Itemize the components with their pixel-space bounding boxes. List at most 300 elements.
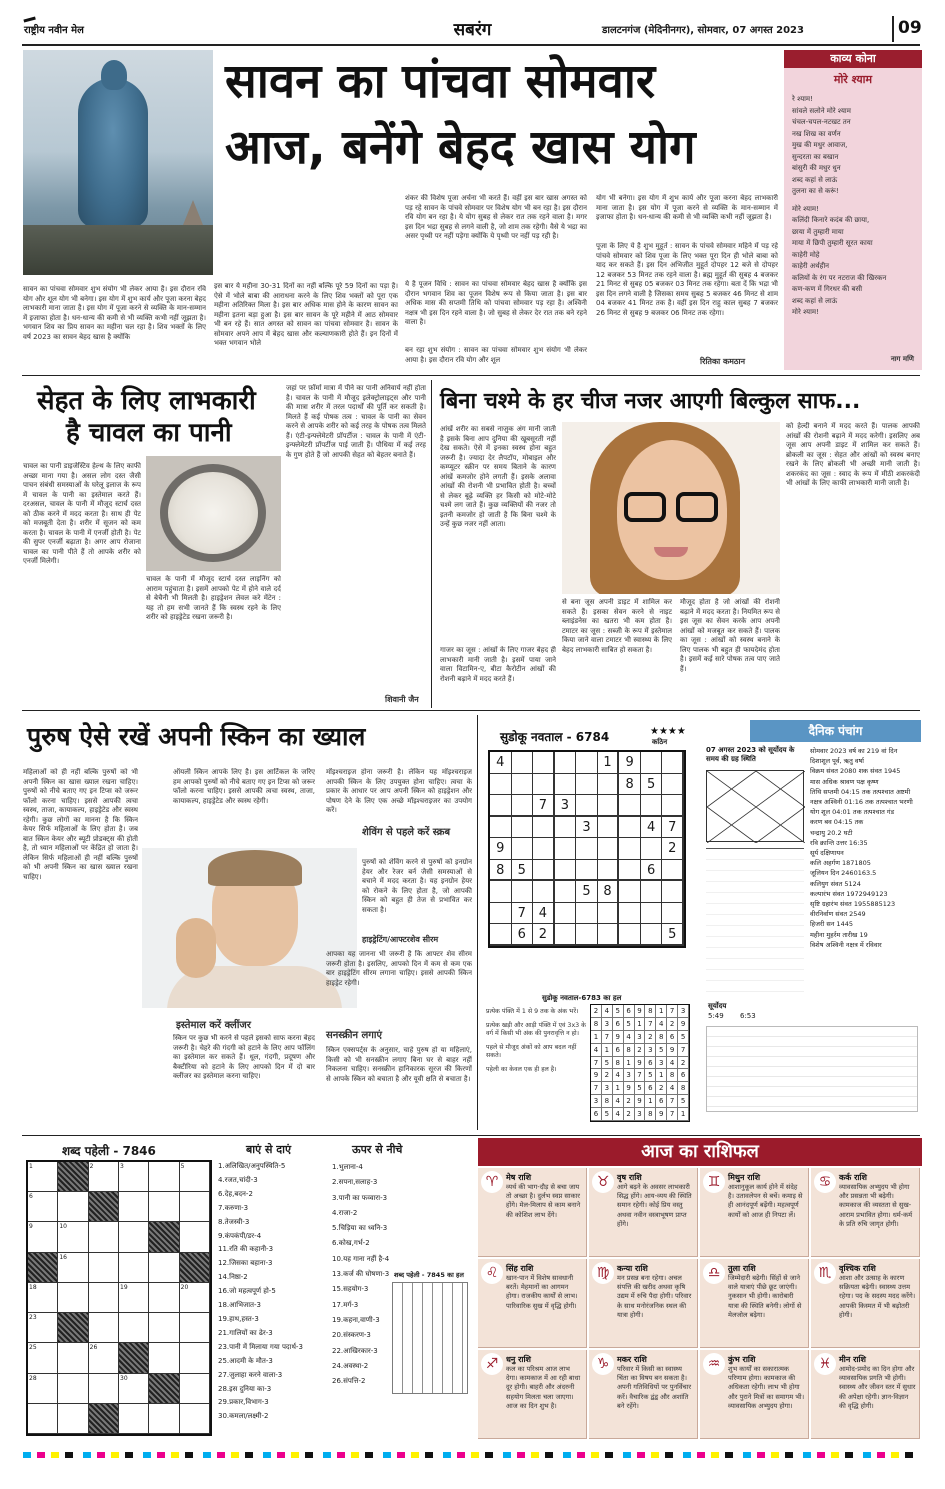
lead-byline: रितिका कमठान bbox=[700, 357, 746, 366]
crossword-cell[interactable] bbox=[119, 1192, 149, 1222]
man-hair bbox=[208, 850, 302, 886]
down-title: ऊपर से नीचे bbox=[352, 1143, 403, 1156]
sudoku-answer-cell: 1 bbox=[624, 1057, 635, 1070]
sudoku-cell[interactable] bbox=[641, 838, 663, 860]
poem-line: बांसुरी की मधुर धुन bbox=[792, 164, 841, 172]
sudoku-cell[interactable]: 6 bbox=[512, 924, 534, 946]
sudoku-cell[interactable]: 7 bbox=[533, 795, 555, 817]
sudoku-answer-cell: 8 bbox=[624, 1044, 635, 1057]
panchang-line: मास अधिक श्रावण पक्ष कृष्ण bbox=[810, 777, 879, 786]
rashi-name: मेष राशि bbox=[506, 1173, 532, 1182]
sudoku-answer-cell: 1 bbox=[613, 1082, 624, 1095]
rashi-text: आमोद-प्रमोद का दिन होगा और व्यावसायिक प्रगति भी होगी। स्वास्थ्य और जीवन स्तर में सुधार की अपेक्षा रहेगी। ज्ञान-विज्ञान की वृद्धि होगी। bbox=[839, 1365, 916, 1410]
zodiac-icon: ♍ bbox=[592, 1262, 614, 1284]
sudoku-cell[interactable] bbox=[490, 774, 512, 796]
sudoku-answer-grid bbox=[590, 1004, 690, 1122]
sudoku-cell[interactable]: 8 bbox=[598, 881, 620, 903]
poem-box bbox=[784, 50, 922, 370]
sudoku-answer-cell: 9 bbox=[591, 1069, 602, 1082]
sudoku-cell[interactable] bbox=[662, 881, 684, 903]
sudoku-answer-cell: 7 bbox=[591, 1082, 602, 1095]
skin-col-1: महिलाओं को ही नहीं बल्कि पुरुषों को भी अपनी स्किन का खास ख्याल रखना चाहिए। पुरुषों को नीचे बताए गए इन टिप्स को जरूर फॉलो करना चाहिए। इससे आपकी त्वचा स्वस्थ, ताजा, कायाकल्प, हाइड्रेटेड और स्वस्थ रहेगी। कुछ लोगों का मानना है कि स्किन केयर सिर्फ महिलाओं के लिए होता है। जब बात स्किन केयर और ब्यूटी प्रोडक्ट्स की होती है, तो ध्यान महिलाओं पर केंद्रित हो जाता है। लेकिन सिर्फ महिलाओं ही नहीं बल्कि पुरुषों को भी अपनी स्किन का खास ख्याल रखना चाहिए। bbox=[23, 768, 138, 881]
crossword-cell[interactable] bbox=[149, 1283, 179, 1313]
sudoku-answer-cell: 1 bbox=[591, 1031, 602, 1044]
crossword-cell[interactable] bbox=[89, 1313, 119, 1343]
sudoku-cell[interactable] bbox=[641, 795, 663, 817]
crossword-cell[interactable] bbox=[119, 1313, 149, 1343]
sudoku-answer-cell: 9 bbox=[635, 1005, 646, 1018]
crossword-cell[interactable] bbox=[89, 1283, 119, 1313]
sudoku-cell[interactable] bbox=[555, 903, 577, 925]
crossword-cell[interactable]: 19 bbox=[119, 1283, 149, 1313]
sudoku-cell[interactable]: 4 bbox=[533, 903, 555, 925]
down-clue: 17.मर्ग-3 bbox=[332, 1300, 359, 1309]
sudoku-answer-cell: 6 bbox=[656, 1095, 667, 1108]
sudoku-answer-cell: 3 bbox=[635, 1031, 646, 1044]
sunset-time: 6:53 bbox=[740, 1012, 756, 1020]
sudoku-answer-cell: 6 bbox=[613, 1044, 624, 1057]
sudoku-cell[interactable] bbox=[576, 903, 598, 925]
sudoku-cell[interactable] bbox=[641, 924, 663, 946]
across-clue: 27.जुलाहा करने वाला-3 bbox=[218, 1370, 283, 1379]
sudoku-answer-cell: 7 bbox=[667, 1005, 678, 1018]
statue-head bbox=[101, 60, 127, 90]
crossword-cell[interactable] bbox=[58, 1283, 88, 1313]
sudoku-cell[interactable]: 5 bbox=[576, 881, 598, 903]
crossword-cell[interactable]: 18 bbox=[28, 1283, 58, 1313]
woman-with-glasses-photo bbox=[562, 422, 780, 594]
planet-table bbox=[706, 848, 804, 998]
panchang-line: दिशाशूल पूर्व, ऋतु वर्षा bbox=[810, 757, 864, 766]
sudoku-cell[interactable] bbox=[555, 752, 577, 774]
down-clue: 20.संस्करण-3 bbox=[332, 1331, 371, 1340]
sudoku-answer-cell: 1 bbox=[645, 1095, 656, 1108]
glasses-col-4: को हेल्दी बनाने में मदद करते हैं। पालक आपकी आंखों की रोशनी बढ़ाने में मदद करेगी। इसलिए अब जूस आप अपनी डाइट में शामिल कर सकते हैं। ब्रोकली का जूस : सेहत और आंखों को स्वस्थ बनाए रखने के लिए ब्रोकली भी अच्छी मानी जाती है। शकरकंद का जूस : स्वाद के रूप में मीठी शकरकंदी भी आंखों के लिए काफी लाभकारी मानी जाती है। bbox=[786, 422, 920, 487]
crossword-cell[interactable] bbox=[180, 1192, 210, 1222]
rashi-name: धनु राशि bbox=[506, 1355, 532, 1364]
sudoku-cell[interactable]: 4 bbox=[641, 817, 663, 839]
sudoku-cell[interactable] bbox=[555, 924, 577, 946]
man-hand bbox=[176, 918, 216, 978]
sudoku-cell[interactable] bbox=[576, 860, 598, 882]
rashi-name: वृष राशि bbox=[617, 1173, 642, 1182]
sudoku-cell[interactable]: 6 bbox=[641, 860, 663, 882]
sudoku-cell[interactable]: 8 bbox=[490, 860, 512, 882]
panchang-line: विशेष अश्विनी नक्षत्र में रविवार bbox=[810, 940, 882, 949]
panchang-line: सृष्टि ग्रहारंभ संवत 1955885123 bbox=[810, 900, 896, 909]
sudoku-cell[interactable] bbox=[662, 774, 684, 796]
sudoku-cell[interactable] bbox=[512, 774, 534, 796]
crossword-black-cell bbox=[58, 1313, 88, 1343]
rashi-name: कुंभ राशि bbox=[728, 1355, 756, 1364]
crossword-cell[interactable]: 30 bbox=[119, 1374, 149, 1404]
sudoku-cell[interactable] bbox=[576, 774, 598, 796]
sudoku-cell[interactable]: 7 bbox=[512, 903, 534, 925]
dateline: डालटनगंज (मेदिनीनगर), सोमवार, 07 अगस्त 2023 bbox=[602, 25, 804, 36]
across-clue: 25.आदमी के मौत-3 bbox=[218, 1356, 273, 1365]
crossword-cell[interactable] bbox=[180, 1313, 210, 1343]
rashi-text: शुभ कार्यों का सकारात्मक परिणाम होगा। कामकाज की अधिकता रहेगी। लाभ भी होगा और पुराने मित्रों का समागम भी। व्यावसायिक अभ्युदय होगा। bbox=[728, 1365, 805, 1410]
sudoku-cell[interactable] bbox=[533, 860, 555, 882]
sudoku-cell[interactable] bbox=[598, 838, 620, 860]
sudoku-cell[interactable] bbox=[662, 795, 684, 817]
across-clue: 8.तेजस्वी-3 bbox=[218, 1217, 250, 1226]
down-clue: 15.सहयोग-3 bbox=[332, 1285, 369, 1294]
rashi-card bbox=[478, 1259, 587, 1348]
crossword-cell[interactable] bbox=[58, 1374, 88, 1404]
sudoku-answer-cell: 4 bbox=[613, 1095, 624, 1108]
sudoku-cell[interactable] bbox=[576, 838, 598, 860]
sudoku-cell[interactable] bbox=[619, 838, 641, 860]
panchang-line: कलि अहर्गण 1871805 bbox=[810, 859, 871, 868]
crossword-black-cell bbox=[89, 1192, 119, 1222]
zodiac-icon: ♎ bbox=[703, 1262, 725, 1284]
sudoku-answer-cell: 9 bbox=[635, 1057, 646, 1070]
crossword-cell[interactable] bbox=[180, 1374, 210, 1404]
sudoku-answer-cell: 5 bbox=[678, 1031, 689, 1044]
panchang-line: सोमवार 2023 वर्ष का 219 वां दिन bbox=[810, 747, 898, 755]
sudoku-answer-cell: 6 bbox=[667, 1031, 678, 1044]
sudoku-cell[interactable] bbox=[641, 903, 663, 925]
crossword-cell[interactable]: 23 bbox=[28, 1313, 58, 1343]
sudoku-cell[interactable]: 8 bbox=[619, 774, 641, 796]
rashifal-header: आज का राशिफल bbox=[478, 1138, 922, 1166]
sudoku-cell[interactable]: 2 bbox=[533, 924, 555, 946]
sudoku-cell[interactable] bbox=[641, 752, 663, 774]
zodiac-icon: ♓ bbox=[814, 1353, 836, 1375]
zodiac-icon: ♏ bbox=[814, 1262, 836, 1284]
header-rule bbox=[22, 44, 920, 46]
rashi-card bbox=[589, 1168, 698, 1257]
sudoku-cell[interactable]: 3 bbox=[555, 795, 577, 817]
sudoku-answer-cell: 3 bbox=[602, 1082, 613, 1095]
panchang-line: चन्द्रायु 20.2 घटी bbox=[810, 828, 853, 837]
skin-col-7: स्किन एक्सपर्ट्स के अनुसार, चाहे पुरुष हो या महिलाएं, किसी को भी सनस्क्रीन लगाए बिना घर से बाहर नहीं निकलना चाहिए। सनस्क्रीन हानिकारक सूरज की किरणों से आपके स्किन को बचाता है और यूवी क्षति से बचाता है। bbox=[326, 1046, 472, 1083]
sudoku-answer-cell: 4 bbox=[591, 1044, 602, 1057]
sudoku-answer-cell: 5 bbox=[602, 1108, 613, 1121]
panchang-line: रवि क्रान्ति उत्तर 16:35 bbox=[810, 838, 868, 847]
rashi-card bbox=[811, 1259, 920, 1348]
rashi-name: मिथुन राशि bbox=[728, 1173, 761, 1182]
sudoku-cell[interactable] bbox=[533, 881, 555, 903]
sudoku-answer-cell: 8 bbox=[678, 1082, 689, 1095]
sudoku-cell[interactable] bbox=[598, 924, 620, 946]
crossword-cell[interactable] bbox=[180, 1404, 210, 1434]
crossword-cell[interactable] bbox=[58, 1404, 88, 1434]
poem-line: सांवले सलोने मोरे श्याम bbox=[792, 106, 851, 115]
sudoku-box bbox=[482, 720, 694, 1130]
poem-line: कलिंदी किनारे कदंब की छाया, bbox=[792, 216, 870, 224]
sudoku-cell[interactable] bbox=[576, 924, 598, 946]
sudoku-cell[interactable]: 5 bbox=[512, 860, 534, 882]
crossword-cell[interactable]: 10 bbox=[58, 1222, 88, 1252]
across-clue: 6.देह,बदन-2 bbox=[218, 1189, 253, 1198]
crossword-cell[interactable] bbox=[149, 1162, 179, 1192]
sudoku-answer-cell: 3 bbox=[645, 1044, 656, 1057]
crossword-cell[interactable]: 5 bbox=[180, 1162, 210, 1192]
crossword-cell[interactable]: 9 bbox=[28, 1222, 58, 1252]
sudoku-cell[interactable] bbox=[490, 795, 512, 817]
down-clue: 22.आखिरकार-3 bbox=[332, 1346, 378, 1355]
section-rule-1 bbox=[22, 375, 920, 376]
sudoku-answer-cell: 7 bbox=[667, 1095, 678, 1108]
crossword-cell[interactable] bbox=[149, 1192, 179, 1222]
sudoku-cell[interactable] bbox=[598, 860, 620, 882]
crossword-grid bbox=[26, 1160, 212, 1436]
sudoku-cell[interactable]: 3 bbox=[576, 817, 598, 839]
crossword-cell[interactable] bbox=[28, 1404, 58, 1434]
sudoku-rule: प्रत्येक खड़ी और आड़ी पंक्ति में एवं 3x3 के वर्ग में किसी भी अंक की पुनरावृत्ति न हो। bbox=[486, 1021, 587, 1037]
crossword-cell[interactable]: 26 bbox=[89, 1343, 119, 1373]
sudoku-answer-cell: 6 bbox=[613, 1018, 624, 1031]
across-clue: 18.आभिजात-3 bbox=[218, 1301, 261, 1310]
crossword-black-cell bbox=[89, 1404, 119, 1434]
sudoku-cell[interactable] bbox=[555, 774, 577, 796]
crossword-cell[interactable]: 2 bbox=[89, 1162, 119, 1192]
down-clue: 19.कहना,वाणी-3 bbox=[332, 1315, 380, 1324]
sudoku-cell[interactable] bbox=[533, 752, 555, 774]
sudoku-cell[interactable] bbox=[490, 924, 512, 946]
sudoku-title: सुडोकू नवताल - 6784 bbox=[500, 730, 610, 744]
rice-water-photo bbox=[146, 456, 281, 571]
col-rule-skin bbox=[477, 715, 478, 1130]
sudoku-cell[interactable] bbox=[512, 795, 534, 817]
sudoku-cell[interactable] bbox=[533, 817, 555, 839]
panchang-line: योग शूल 04:01 तक तत्पश्चात गंड bbox=[810, 808, 895, 817]
sudoku-cell[interactable]: 5 bbox=[662, 924, 684, 946]
crossword-cell[interactable] bbox=[180, 1222, 210, 1252]
crossword-black-cell bbox=[119, 1343, 149, 1373]
skin-headline: पुरुष ऐसे रखें अपनी स्किन का ख्याल bbox=[27, 722, 366, 751]
sudoku-answer-cell: 2 bbox=[645, 1031, 656, 1044]
sudoku-answer-cell: 8 bbox=[602, 1095, 613, 1108]
rashi-card bbox=[700, 1350, 809, 1439]
rashi-text: आगे बढ़ने के अवसर लाभकारी सिद्ध होंगे। आय-व्यय की स्थिति समान रहेगी। कोई प्रिय वस्तु अथवा नवीन वस्त्राभूषण प्राप्त होंगे। bbox=[617, 1183, 692, 1228]
sudoku-cell[interactable] bbox=[555, 881, 577, 903]
sudoku-answer-cell: 8 bbox=[645, 1108, 656, 1121]
sudoku-answer-cell: 3 bbox=[591, 1095, 602, 1108]
rashi-text: व्यावसायिक अभ्युदय भी होगा और प्रसन्नता भी बढ़ेगी। कामकाज की व्यस्तता से सुख-आराम प्रभावित होगा। धर्म-कर्म के प्रति रुचि जागृत होगी। bbox=[839, 1183, 913, 1228]
lead-headline-line1: सावन का पांचवा सोमवार bbox=[225, 54, 656, 109]
sudoku-cell[interactable] bbox=[533, 838, 555, 860]
sudoku-cell[interactable] bbox=[598, 903, 620, 925]
sudoku-cell[interactable] bbox=[619, 903, 641, 925]
mouth bbox=[654, 547, 688, 557]
skin-sub-serum: हाइड्रेटिंग/आफ्टरशेव सीरम bbox=[362, 935, 439, 944]
sudoku-cell[interactable]: 1 bbox=[598, 752, 620, 774]
sudoku-answer-cell: 2 bbox=[656, 1082, 667, 1095]
sudoku-answer-cell: 2 bbox=[678, 1057, 689, 1070]
col-rule-rice bbox=[431, 380, 432, 708]
rashi-name: सिंह राशि bbox=[506, 1264, 534, 1273]
rocky-shore bbox=[23, 225, 213, 275]
crossword-cell[interactable]: 28 bbox=[28, 1374, 58, 1404]
poem-author: नाग मणि bbox=[890, 355, 914, 363]
poem-line: छाया में तुम्हारी माया bbox=[792, 227, 844, 236]
sudoku-answer-cell: 3 bbox=[602, 1018, 613, 1031]
sudoku-answer-cell: 8 bbox=[667, 1069, 678, 1082]
panchang-line: तिथि सप्तमी 04:15 तक तत्पश्चात अष्टमी bbox=[810, 787, 911, 796]
lead-col-2: इस बार ये महीना 30-31 दिनों का नहीं बल्कि पूरे 59 दिनों का पड़ा है। ऐसे में भोले बाबा की आराधना करने के लिए शिव भक्तों को पूरा एक महीना अतिरिक्त मिला है। इस बार अधिक मास होने के कारण सावन का महीना इतना बड़ा हुआ है। इस बार सावन के पूरे महीने में आठ सोमवार भी बन रहे हैं। सात अगस्त को सावन का पांचवा सोमवार है। सावन के सोमवार अपने आप में बेहद खास और कल्याणकारी होते हैं। इन दिनों में भक्त भगवान भोले bbox=[214, 282, 398, 347]
sunrise-time: 5:49 bbox=[708, 1012, 724, 1020]
sudoku-answer-cell: 6 bbox=[645, 1082, 656, 1095]
crossword-cell[interactable] bbox=[119, 1253, 149, 1283]
rashi-name: तुला राशि bbox=[728, 1264, 756, 1273]
sudoku-answer-cell: 6 bbox=[624, 1005, 635, 1018]
sudoku-cell[interactable]: 7 bbox=[662, 817, 684, 839]
crossword-cell[interactable]: 16 bbox=[58, 1253, 88, 1283]
crossword-black-cell bbox=[28, 1253, 58, 1283]
sudoku-answer-cell: 4 bbox=[667, 1057, 678, 1070]
rashifal-grid bbox=[478, 1168, 922, 1442]
rashi-card bbox=[589, 1350, 698, 1439]
page-number: 09 bbox=[898, 18, 922, 38]
sudoku-cell[interactable] bbox=[619, 860, 641, 882]
panchang-date-line: 07 अगस्त 2023 को सूर्योदय के समय की ग्रह स्थिति bbox=[706, 746, 795, 763]
glasses-col-3: मौजूद होता है जो आंखों की रोशनी बढ़ाने में मदद करता है। नियमित रूप से इस जूस का सेवन करके आप अपनी आंखों को मजबूत कर सकते हैं। पालक का जूस : आंखों को स्वस्थ बनाने के लिए पालक भी बहुत ही फायदेमंद होता है। इसमें कई सारे पोषक तत्व पाए जाते हैं। bbox=[680, 598, 780, 673]
sudoku-cell[interactable] bbox=[619, 924, 641, 946]
sudoku-cell[interactable] bbox=[598, 817, 620, 839]
sudoku-cell[interactable] bbox=[512, 838, 534, 860]
across-clue: 30.कमला/लक्ष्मी-2 bbox=[218, 1412, 269, 1421]
sudoku-grid bbox=[488, 750, 686, 948]
sudoku-cell[interactable] bbox=[576, 752, 598, 774]
crossword-cell[interactable]: 6 bbox=[28, 1192, 58, 1222]
sudoku-answer-title: सुडोकू नवताल-6783 का हल bbox=[542, 994, 622, 1002]
crossword-cell[interactable]: 25 bbox=[28, 1343, 58, 1373]
sudoku-cell[interactable] bbox=[662, 752, 684, 774]
sudoku-cell[interactable] bbox=[555, 817, 577, 839]
crossword-cell[interactable]: 1 bbox=[28, 1162, 58, 1192]
sudoku-cell[interactable]: 9 bbox=[490, 838, 512, 860]
sudoku-answer-cell: 8 bbox=[613, 1057, 624, 1070]
rashi-name: मीन राशि bbox=[839, 1355, 866, 1364]
sudoku-answer-cell: 8 bbox=[591, 1018, 602, 1031]
panchang-line: कलियुग संवत 5124 bbox=[810, 879, 861, 888]
sudoku-cell[interactable] bbox=[619, 881, 641, 903]
poem-line: कलियों के रंग पर नटराज की खिरकन bbox=[792, 273, 887, 282]
crossword-cell[interactable] bbox=[58, 1192, 88, 1222]
crossword-cell[interactable] bbox=[119, 1404, 149, 1434]
crossword-cell[interactable]: 20 bbox=[180, 1283, 210, 1313]
crossword-cell[interactable] bbox=[89, 1374, 119, 1404]
sudoku-cell[interactable] bbox=[533, 774, 555, 796]
skin-col-5: आपका यह जानना भी जरूरी है कि आफ्टर शेव सीरम जरूरी होता है। इसलिए, आपको दिन में कम से कम एक बार हाइड्रेटिंग सीरम लगाना चाहिए। इससे आपकी स्किन हाइड्रेट रहेगी। bbox=[326, 950, 472, 987]
skin-sub-scrub: शेविंग से पहले करें स्क्रब bbox=[362, 827, 451, 838]
sudoku-answer-cell: 7 bbox=[635, 1069, 646, 1082]
sudoku-answer-cell: 9 bbox=[678, 1018, 689, 1031]
sudoku-cell[interactable]: 5 bbox=[641, 774, 663, 796]
sudoku-cell[interactable] bbox=[598, 795, 620, 817]
sudoku-answer-cell: 4 bbox=[667, 1082, 678, 1095]
sudoku-cell[interactable]: 4 bbox=[490, 752, 512, 774]
crossword-cell[interactable] bbox=[149, 1404, 179, 1434]
sudoku-cell[interactable] bbox=[555, 838, 577, 860]
section-rule-2 bbox=[22, 710, 920, 711]
poem-line: सुन्दरता का बखान bbox=[792, 152, 839, 161]
sudoku-cell[interactable]: 9 bbox=[619, 752, 641, 774]
sudoku-cell[interactable] bbox=[662, 860, 684, 882]
sudoku-answer-cell: 4 bbox=[613, 1108, 624, 1121]
sudoku-answer-cell: 1 bbox=[656, 1069, 667, 1082]
crossword-cell[interactable] bbox=[89, 1253, 119, 1283]
sudoku-cell[interactable] bbox=[662, 903, 684, 925]
across-clue: 11.रति की कहानी-3 bbox=[218, 1245, 274, 1254]
crossword-cell[interactable] bbox=[180, 1343, 210, 1373]
crossword-cell[interactable] bbox=[58, 1343, 88, 1373]
sudoku-cell[interactable] bbox=[641, 881, 663, 903]
down-clue: 2.सपना,सलाह-3 bbox=[332, 1178, 378, 1187]
sudoku-cell[interactable] bbox=[512, 752, 534, 774]
sudoku-stars-icon: ★★★★ bbox=[650, 726, 686, 737]
crossword-answer-grid bbox=[392, 1282, 468, 1394]
poem-title: मोरे श्याम bbox=[833, 73, 873, 86]
sudoku-cell[interactable] bbox=[619, 817, 641, 839]
sudoku-answer-cell: 6 bbox=[645, 1057, 656, 1070]
rice-byline: शिवानी जैन bbox=[385, 695, 419, 704]
sudoku-cell[interactable] bbox=[490, 881, 512, 903]
crossword-cell[interactable] bbox=[119, 1222, 149, 1252]
crossword-cell[interactable] bbox=[149, 1313, 179, 1343]
glasses-col-1: आंखें शरीर का सबसे नाजुक अंग मानी जाती है इसके बिना आप दुनिया की खूबसूरती नहीं देख सकते। ऐसे में इनका स्वस्थ होना बहुत जरूरी है। ज्यादा देर लैपटॉप, मोबाइल और कम्प्यूटर स्क्रीन पर समय बिताने के कारण आंखें कमजोर होने लगती हैं। इसके अलावा आंखों की रोशनी भी प्रभावित होती है। बच्चों से लेकर बूढ़े व्यक्ति हर किसी को मोटे-मोटे चश्मे लग जाते हैं। कुछ व्यक्तियों की नजर तो इतनी कमजोर हो जाती है कि बिना चश्मे के उन्हें कुछ नजर नहीं आता। bbox=[440, 425, 556, 528]
sudoku-answer-cell: 9 bbox=[613, 1031, 624, 1044]
zodiac-icon: ♉ bbox=[592, 1171, 614, 1193]
across-clue: 12.जिसका बहाना-3 bbox=[218, 1259, 273, 1268]
rashi-text: मन प्रसन्न बना रहेगा। अचल संपत्ति की खरीद अथवा कृषि उद्यम में रुचि पैदा होगी। परिवार के साथ मनोरंजनिक स्थल की यात्रा होगी। bbox=[617, 1274, 692, 1319]
crossword-cell[interactable]: 3 bbox=[119, 1162, 149, 1192]
rashi-card bbox=[811, 1350, 920, 1439]
poem-line: कण-कण में गिरधर की बसी bbox=[792, 285, 863, 293]
sudoku-answer-cell: 2 bbox=[602, 1069, 613, 1082]
crossword-black-cell bbox=[149, 1222, 179, 1252]
sudoku-cell[interactable] bbox=[598, 774, 620, 796]
crossword-cell[interactable] bbox=[89, 1222, 119, 1252]
sudoku-answer-cell: 5 bbox=[656, 1044, 667, 1057]
poem-line: नख शिख का वर्णन bbox=[792, 129, 841, 138]
sudoku-cell[interactable] bbox=[512, 817, 534, 839]
sudoku-answer-cell: 3 bbox=[624, 1069, 635, 1082]
sudoku-cell[interactable] bbox=[490, 903, 512, 925]
sudoku-cell[interactable] bbox=[619, 795, 641, 817]
across-clue: 9.कंपकंपी/डर-4 bbox=[218, 1231, 262, 1240]
poem-line: तुलना का से करूं! bbox=[792, 187, 839, 195]
sudoku-rule: पहेली का केवल एक ही हल है। bbox=[486, 1065, 557, 1073]
sudoku-answer-cell: 3 bbox=[635, 1108, 646, 1121]
page-number-divider bbox=[892, 16, 894, 42]
poem-line: रे श्याम! bbox=[792, 95, 813, 103]
down-clue: 13.कर्ज की घोषणा-3 bbox=[332, 1270, 390, 1279]
sudoku-cell[interactable] bbox=[555, 860, 577, 882]
sudoku-answer-cell: 6 bbox=[678, 1069, 689, 1082]
sudoku-cell[interactable] bbox=[576, 795, 598, 817]
poem-line: मोरे श्याम! bbox=[792, 308, 819, 316]
panchang-line: करण बव 04:15 तक bbox=[810, 818, 864, 827]
crossword-answer-title: शब्द पहेली - 7845 का हल bbox=[394, 1271, 464, 1279]
sudoku-cell[interactable] bbox=[490, 817, 512, 839]
poem-line: काहेरी मोहे bbox=[792, 250, 820, 259]
rashi-name: कन्या राशि bbox=[617, 1264, 648, 1273]
crossword-cell[interactable] bbox=[149, 1343, 179, 1373]
panchang-line: जूलियन दिन 2460163.5 bbox=[810, 869, 877, 878]
sudoku-cell[interactable] bbox=[512, 881, 534, 903]
across-clue: 28.इस दुनिया का-3 bbox=[218, 1384, 272, 1393]
glasses-right-lens bbox=[676, 492, 718, 522]
skin-col-2: ऑयली स्किन आपके लिए है। इस आर्टिकल के जरिए हम आपको पुरुषों को नीचे बताए गए इन टिप्स को जरूर फॉलो करना चाहिए। इससे आपकी त्वचा स्वस्थ, ताजा, कायाकल्प, हाइड्रेटेड और स्वस्थ रहेगी। bbox=[173, 768, 315, 805]
sudoku-answer-cell: 3 bbox=[678, 1005, 689, 1018]
crossword-cell[interactable] bbox=[149, 1253, 179, 1283]
sudoku-cell[interactable]: 2 bbox=[662, 838, 684, 860]
zodiac-icon: ♑ bbox=[592, 1353, 614, 1375]
